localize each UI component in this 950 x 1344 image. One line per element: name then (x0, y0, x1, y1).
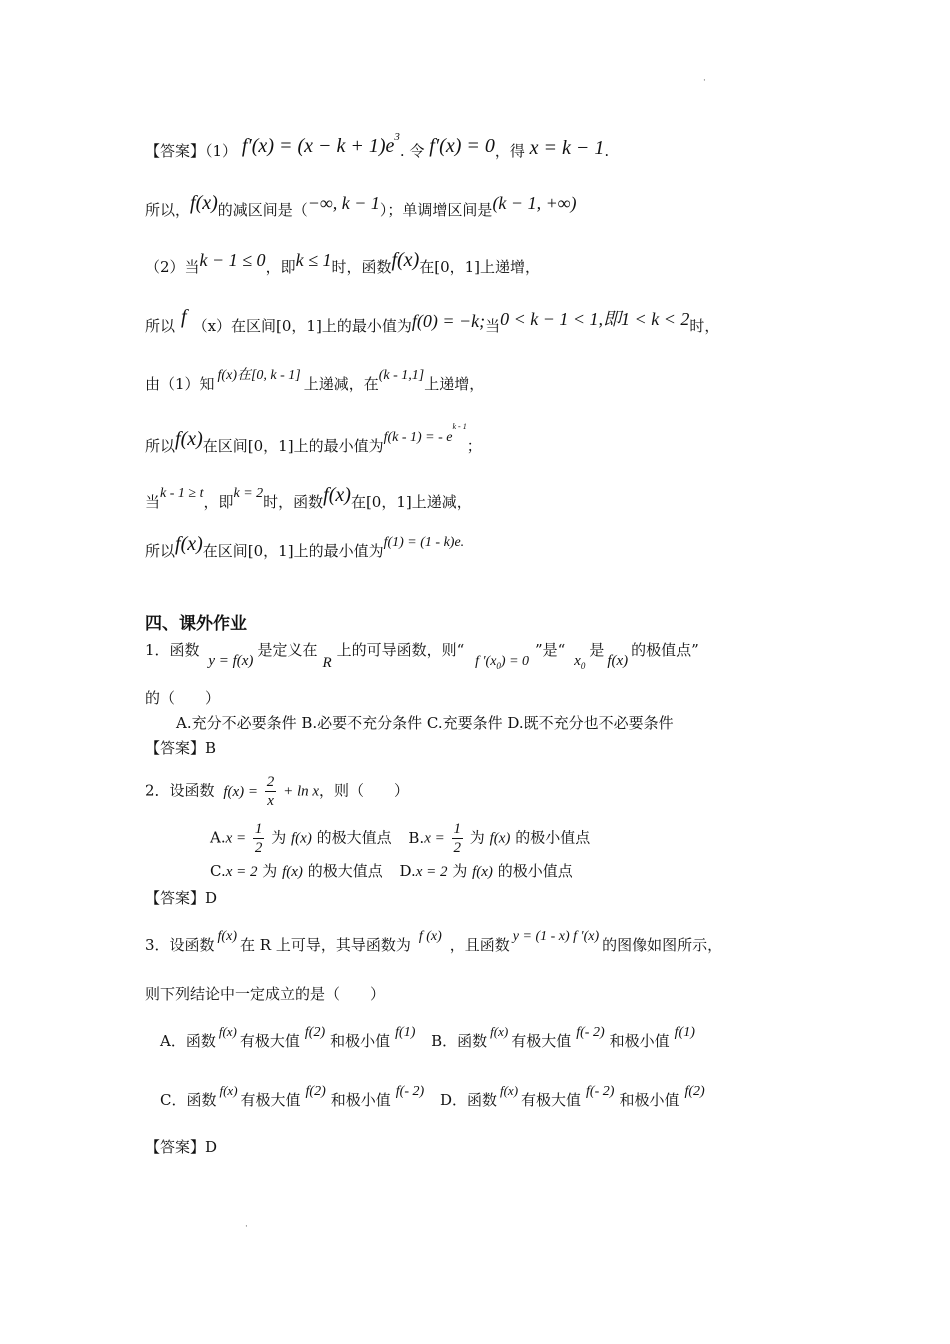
text: 当 (485, 317, 501, 335)
fraction (452, 820, 464, 857)
text: ）；单调增区间是 (379, 201, 493, 219)
answer-line-3 (145, 249, 541, 279)
fraction (265, 773, 277, 810)
math-expr: x = (424, 830, 445, 847)
answer-line-1 (145, 131, 610, 163)
math-expr: f(1) (395, 1025, 416, 1040)
text: 在[0，1]上递减， (350, 493, 472, 511)
text: 是 (589, 641, 605, 659)
text: 上递减，在 (303, 375, 379, 393)
math-expr: f(x) (607, 653, 629, 669)
text: 和极小值 (330, 1091, 391, 1109)
math-expr: f(2) (684, 1084, 705, 1099)
text: 的极值点” (631, 641, 699, 659)
text: 是定义在 (257, 641, 318, 659)
text: 由（1）知 (145, 375, 215, 393)
text: 上递增， (424, 375, 485, 393)
math-expr: k − 1 ≤ 0 (199, 250, 266, 270)
text: 所以 (145, 437, 176, 455)
text: 上的可导函数，则“ (336, 641, 465, 659)
text: 当 (145, 493, 161, 511)
text: 在区间[0，1]上的最小值为 (202, 437, 384, 455)
text: 的图像如图所示， (602, 936, 723, 954)
math-expr: 3 (394, 131, 400, 143)
math-expr: x = 2 (225, 864, 258, 880)
math-expr: f(2) (304, 1025, 326, 1040)
option-label: C．函数 (160, 1091, 217, 1109)
math-expr: f(1) (674, 1025, 695, 1040)
math-expr: x = k − 1 (529, 137, 605, 159)
math-expr: f(x) (489, 830, 511, 847)
math-expr: f′(x) = (x − k + 1)e (241, 135, 395, 157)
math-expr: + ln x (283, 783, 320, 800)
math-expr: −∞, k − 1 (307, 193, 380, 213)
option-label: D．函数 (439, 1091, 497, 1109)
answer-line-7 (145, 484, 472, 516)
math-expr: f(x) (282, 864, 303, 880)
denominator: x (267, 793, 274, 809)
math-expr: 0 (496, 660, 501, 671)
option-label: A. (210, 828, 226, 847)
math-expr: f(x) (499, 1083, 519, 1098)
math-expr: f(- 2) (586, 1084, 615, 1099)
math-expr: f(2) (305, 1084, 326, 1099)
math-expr: (k - 1,1] (378, 368, 425, 383)
text: . 令 (399, 142, 425, 160)
option-label: C. (210, 862, 226, 880)
math-expr: f(x) (175, 533, 203, 555)
text: 和极小值 (609, 1032, 670, 1050)
math-expr: x = 2 (415, 864, 448, 880)
question-3 (145, 929, 723, 959)
text: 在区间[0，1]上的最小值为 (202, 542, 384, 560)
math-expr: f(x) (391, 249, 420, 271)
text: 有极大值 (521, 1091, 582, 1109)
math-expr: x = (225, 830, 247, 847)
question-1 (145, 638, 699, 671)
page-mark-bottom: · (245, 1222, 248, 1232)
question-2 (145, 773, 409, 810)
math-expr: f(x) (291, 830, 312, 847)
text: 时，函数 (263, 493, 324, 511)
math-expr: k = 2 (233, 486, 264, 501)
text: 所以 (145, 542, 176, 560)
text: 时，函数 (331, 258, 392, 276)
answer-line-5 (145, 368, 485, 398)
text: 的极小值点 (515, 828, 591, 847)
text: . (604, 142, 610, 160)
text: 的极大值点 (316, 828, 392, 847)
text: ，则（ ） (319, 781, 410, 800)
text: 有极大值 (511, 1032, 572, 1050)
math-expr: R (322, 655, 332, 671)
numerator: 2 (266, 774, 275, 790)
question-2-options-ab (210, 820, 590, 857)
text: 所以 (145, 317, 176, 335)
text: 为 (271, 828, 287, 847)
question-3-line2: 则下列结论中一定成立的是（ ） (145, 985, 386, 1003)
answer-line-8 (145, 533, 465, 565)
option-label: B. (408, 828, 425, 847)
math-expr: f(x) (218, 1024, 237, 1039)
text: 有极大值 (240, 1091, 301, 1109)
question-2-options-cd (210, 859, 573, 884)
math-expr: f(x) (219, 1083, 238, 1098)
text: （x）在区间[0，1]上的最小值为 (192, 317, 412, 335)
text: ，即 (265, 258, 296, 276)
text: 的极小值点 (497, 862, 573, 880)
math-expr: f(x) (323, 484, 351, 506)
question-3-options-cd (160, 1083, 710, 1114)
option-label: A．函数 (160, 1032, 216, 1050)
math-expr: f (181, 306, 187, 328)
math-expr: k ≤ 1 (295, 250, 332, 270)
question-3-answer: 【答案】D (145, 1138, 218, 1156)
math-expr: f(x)在[0, k - 1] (217, 368, 301, 383)
math-expr: f′(x) = 0 (429, 135, 495, 157)
text: ； (466, 437, 482, 455)
text: 的极大值点 (307, 862, 383, 880)
denominator: 2 (453, 840, 462, 856)
text: 为 (469, 828, 485, 847)
question-1-line2: 的（ ） (145, 689, 221, 707)
math-expr: 0 < k − 1 < 1,即1 < k < 2 (500, 309, 690, 329)
text: ”是“ (535, 641, 566, 659)
answer-line-6 (145, 422, 482, 460)
math-expr: k - 1 (452, 422, 467, 431)
math-expr: f(x) (190, 192, 218, 214)
math-expr: f ′(x (475, 654, 497, 669)
text: 所以， (145, 201, 191, 219)
fraction (253, 820, 265, 857)
text: （2）当 (145, 258, 200, 276)
text: 和极小值 (330, 1032, 391, 1050)
answer-label: 【答案】 (145, 142, 206, 160)
text: 在[0，1]上递增， (419, 258, 541, 276)
math-expr: f (x) (418, 929, 442, 944)
part-label: （1） (205, 142, 238, 160)
math-expr: f(k - 1) = - e (383, 430, 453, 445)
math-expr: 0 (580, 661, 586, 671)
math-expr: f(x) (217, 929, 237, 944)
numerator: 1 (254, 821, 263, 837)
math-expr: f(0) = −k; (411, 311, 486, 331)
option-label: D. (399, 862, 416, 880)
math-expr: f(x) (175, 428, 203, 450)
page-mark-top: · (703, 76, 706, 86)
text: 为 (452, 862, 468, 880)
math-expr: f(1) = (1 - k)e. (383, 535, 465, 550)
question-1-answer: 【答案】B (145, 739, 217, 757)
math-expr: k - 1 ≥ t (160, 486, 204, 501)
section-title: 四、课外作业 (145, 614, 247, 634)
math-expr: (k − 1, +∞) (492, 193, 577, 213)
text: 在 R 上可导，其导函数为 (239, 936, 411, 954)
math-expr: f(x) = (223, 783, 259, 800)
option-label: B．函数 (431, 1032, 488, 1050)
text: ，且函数 (449, 936, 510, 954)
question-1-options: A.充分不必要条件 B.必要不充分条件 C.充要条件 D.既不充分也不必要条件 (176, 714, 674, 732)
math-expr: ) = 0 (500, 654, 530, 669)
text: 时， (689, 317, 720, 335)
math-expr: f(x) (472, 864, 493, 880)
answer-line-2 (145, 192, 577, 222)
math-expr: f(- 2) (576, 1025, 605, 1040)
math-expr: y = f(x) (208, 653, 254, 669)
text: 的减区间是（ (217, 201, 308, 219)
math-expr: f(- 2) (395, 1084, 425, 1099)
math-expr: x (574, 653, 581, 669)
text: 和极小值 (619, 1091, 680, 1109)
question-2-answer: 【答案】D (145, 889, 218, 907)
text: ，即 (203, 493, 234, 511)
question-number: 1．函数 (145, 641, 200, 659)
question-number: 2．设函数 (145, 781, 215, 800)
denominator: 2 (254, 840, 263, 856)
text: ，得 (494, 142, 525, 160)
text: 有极大值 (239, 1032, 300, 1050)
question-number: 3．设函数 (145, 936, 215, 954)
math-expr: f(x) (490, 1024, 509, 1039)
answer-line-4 (145, 306, 720, 338)
text: 为 (262, 862, 278, 880)
math-expr: y = (1 - x) f ′(x) (512, 929, 600, 944)
question-3-options-ab (160, 1024, 700, 1055)
numerator: 1 (453, 821, 462, 837)
